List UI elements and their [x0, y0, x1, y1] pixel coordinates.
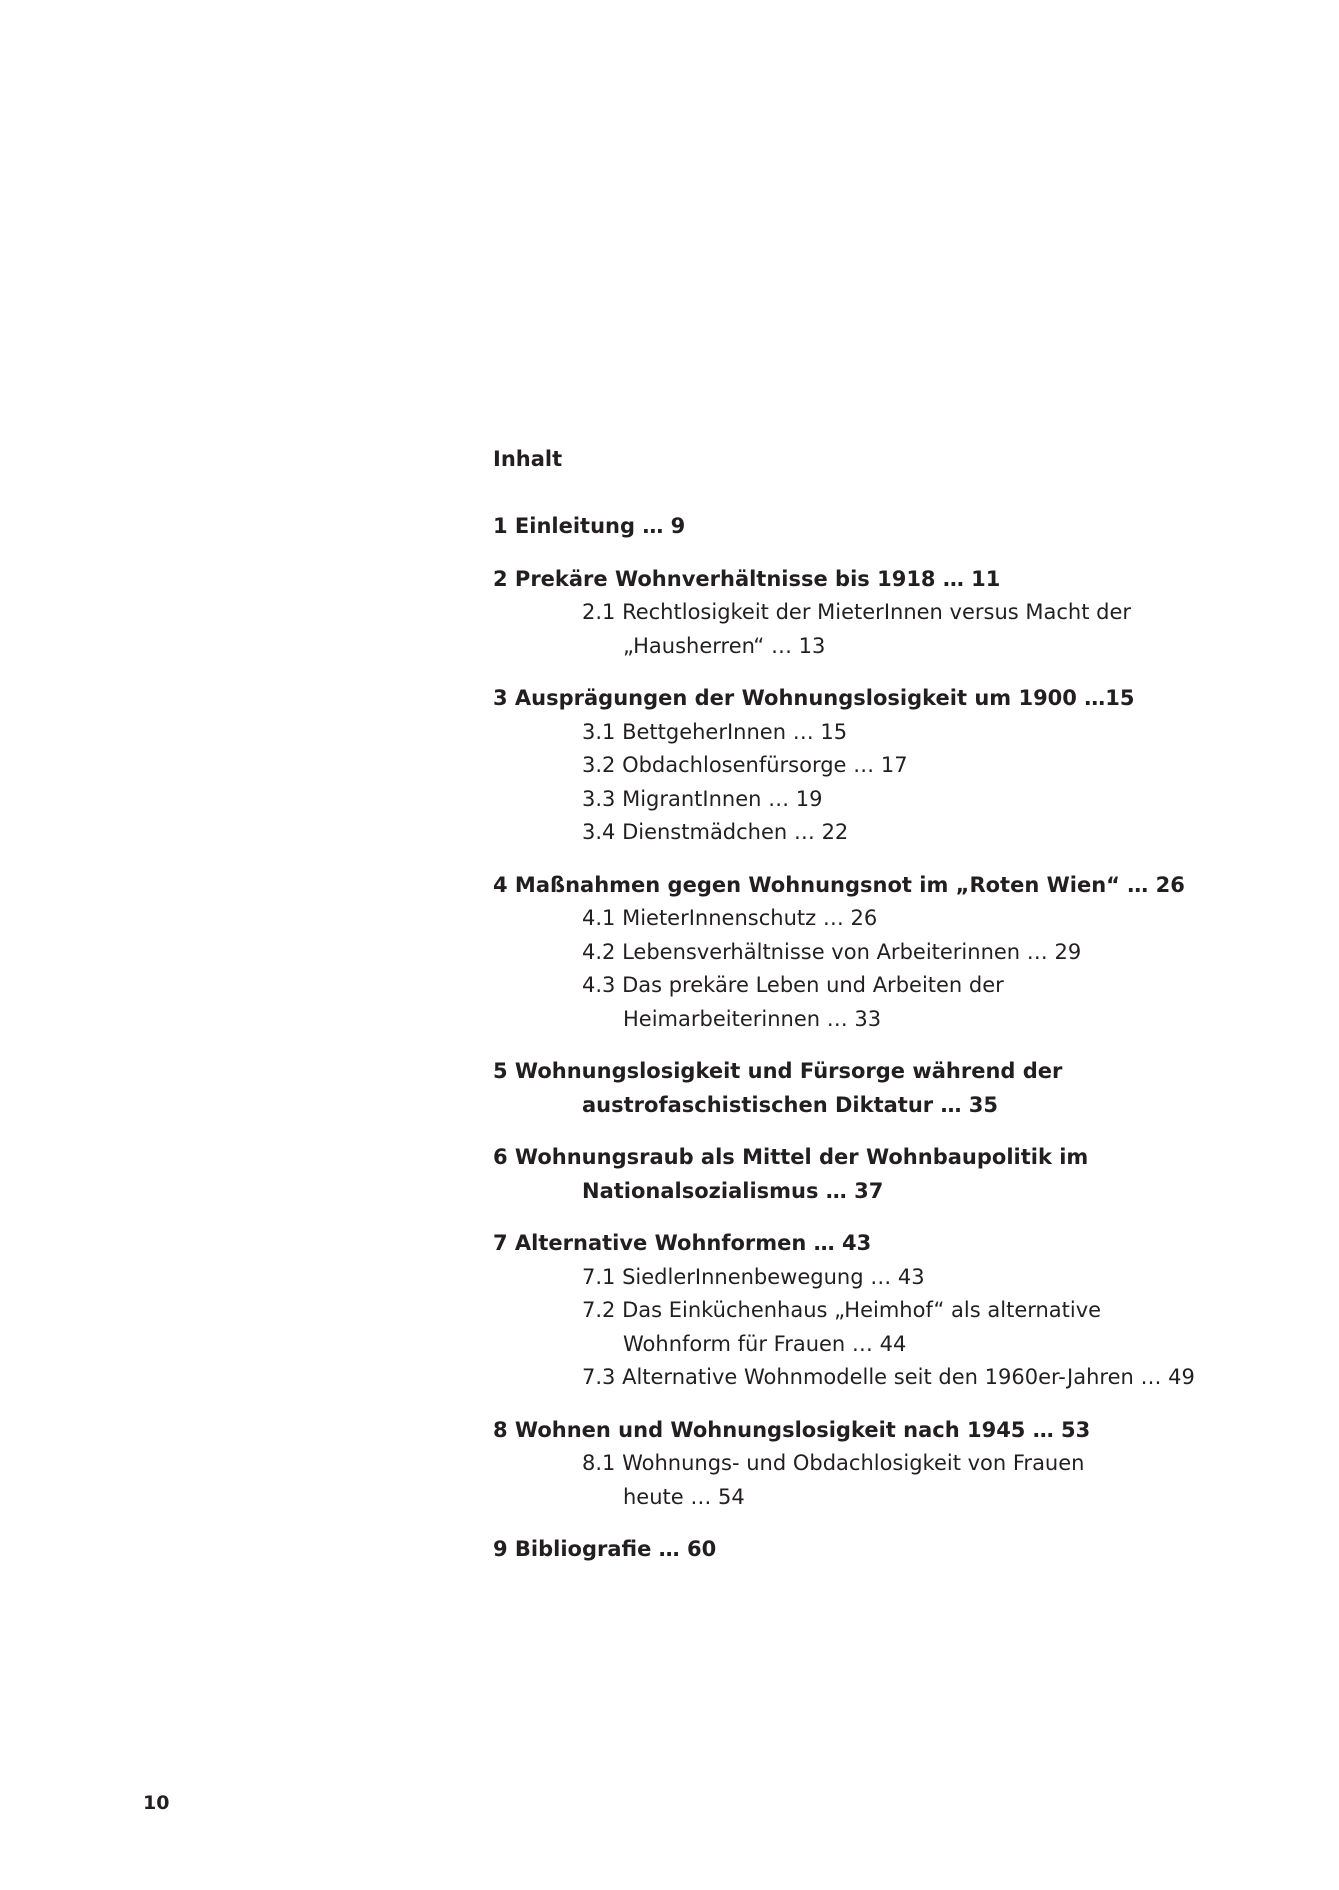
toc-chapter	[493, 682, 1253, 850]
toc-subsection: Heimarbeiterinnen … 33	[623, 1006, 882, 1031]
toc-chapter	[493, 1533, 1253, 1567]
toc-chapter	[493, 1055, 1253, 1122]
toc-subsection: 4.1 MieterInnenschutz … 26	[582, 906, 878, 930]
toc-chapter-title: 6 Wohnungsraub als Mittel der Wohnbaupolitik im	[493, 1145, 1089, 1169]
toc-subsection: 3.1 BettgeherInnen … 15	[582, 719, 848, 744]
toc-chapter	[493, 1227, 1253, 1395]
toc-subsection: 3.4 Dienstmädchen … 22	[582, 820, 849, 844]
toc-chapter	[493, 1141, 1253, 1208]
toc-subsection: 7.1 SiedlerInnenbewegung … 43	[582, 1264, 925, 1289]
toc-subsection: 7.3 Alternative Wohnmodelle seit den 1960er-Jahren … 49	[582, 1365, 1195, 1389]
toc-chapter-title: 3 Ausprägungen der Wohnungslosigkeit um 1900 …15	[493, 686, 1135, 710]
toc-list	[493, 510, 1253, 1567]
toc-chapter	[493, 563, 1253, 664]
toc-chapter-title: 1 Einleitung … 9	[493, 514, 686, 538]
toc-subsection: 4.3 Das prekäre Leben und Arbeiten der	[582, 973, 1004, 997]
toc-chapter-title: 5 Wohnungslosigkeit und Fürsorge während der	[493, 1059, 1063, 1083]
toc-chapter-title: 9 Bibliografie … 60	[493, 1537, 717, 1561]
toc-subsection: „Hausherren“ … 13	[623, 633, 826, 658]
toc-subsection: Wohnform für Frauen … 44	[623, 1331, 907, 1356]
toc-chapter	[493, 510, 1253, 544]
toc-chapter-title: austrofaschistischen Diktatur … 35	[582, 1092, 998, 1117]
toc-chapter-title: 4 Maßnahmen gegen Wohnungsnot im „Roten Wien“ … 26	[493, 872, 1185, 897]
toc-subsection: heute … 54	[623, 1484, 745, 1509]
toc-subsection: 3.3 MigrantInnen … 19	[582, 786, 823, 811]
toc-chapter-title: 2 Prekäre Wohnverhältnisse bis 1918 … 11	[493, 566, 1001, 591]
toc-subsection: 8.1 Wohnungs- und Obdachlosigkeit von Frauen	[582, 1451, 1085, 1475]
toc-chapter-title: Nationalsozialismus … 37	[582, 1178, 884, 1203]
page-number: 10	[143, 1792, 170, 1814]
toc-chapter-title: 7 Alternative Wohnformen … 43	[493, 1231, 872, 1255]
toc-subsection: 7.2 Das Einküchenhaus „Heimhof“ als alternative	[582, 1298, 1102, 1322]
toc-subsection: 2.1 Rechtlosigkeit der MieterInnen versus Macht der	[582, 600, 1132, 624]
toc-heading-spacer	[493, 476, 1253, 510]
toc-chapter	[493, 869, 1253, 1037]
toc-subsection: 4.2 Lebensverhältnisse von Arbeiterinnen … 29	[582, 939, 1082, 964]
toc-chapter-title: 8 Wohnen und Wohnungslosigkeit nach 1945 … 53	[493, 1417, 1091, 1442]
table-of-contents	[493, 443, 1253, 1586]
toc-subsection: 3.2 Obdachlosenfürsorge … 17	[582, 753, 908, 777]
toc-heading: Inhalt	[493, 447, 563, 471]
toc-chapter	[493, 1414, 1253, 1515]
